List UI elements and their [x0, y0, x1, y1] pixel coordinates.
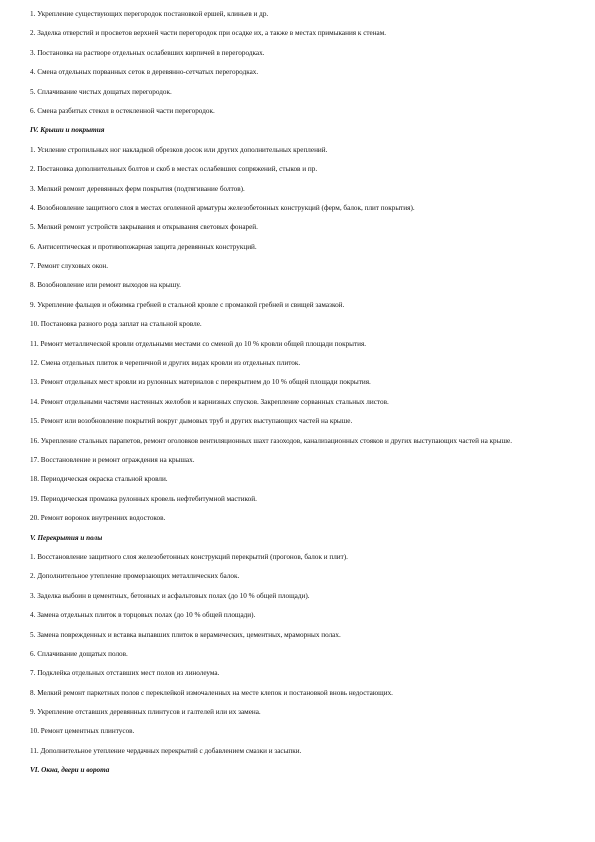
list-item: 5. Замена поврежденных и вставка выпавших плиток в керамических, цементных, мраморных полах. [30, 630, 341, 639]
section-heading: V. Перекрытия и полы [30, 533, 103, 542]
section-heading: IV. Крыши и покрытия [30, 126, 105, 135]
list-item: 9. Укрепление отставших деревянных плинтусов и галтелей или их замена. [30, 708, 261, 717]
list-item: 10. Ремонт цементных плинтусов. [30, 727, 135, 736]
list-item: 16. Укрепление стальных парапетов, ремонт оголовков вентиляционных шахт газоходов, канализационных стояков и других выступающих частей на крыше. [30, 436, 512, 445]
list-item: 6. Сплачивание дощатых полов. [30, 649, 128, 658]
list-item: 8. Возобновление или ремонт выходов на крышу. [30, 281, 181, 290]
list-item: 3. Заделка выбоин в цементных, бетонных и асфальтовых полах (до 10 % общей площади). [30, 591, 310, 600]
list-item: 1. Усиление стропильных ног накладкой обрезков досок или других дополнительных креплений. [30, 145, 328, 154]
list-item: 5. Сплачивание чистых дощатых перегородок. [30, 87, 172, 96]
list-item: 3. Мелкий ремонт деревянных ферм покрытия (подтягивание болтов). [30, 184, 245, 193]
list-item: 12. Смена отдельных плиток в черепичной и других видах кровли из отдельных плиток. [30, 359, 301, 368]
list-item: 14. Ремонт отдельными частями настенных желобов и карнизных спусков. Закрепление сорванных стальных листов. [30, 397, 389, 406]
list-item: 6. Антисептическая и противопожарная защита деревянных конструкций. [30, 242, 257, 251]
list-item: 20. Ремонт воронок внутренних водостоков. [30, 514, 166, 523]
list-item: 6. Смена разбитых стекол в остекленной части перегородок. [30, 106, 215, 115]
list-item: 2. Постановка дополнительных болтов и скоб в местах ослабевших сопряжений, стыков и пр. [30, 165, 318, 174]
list-item: 2. Дополнительное утепление промерзающих металлических балок. [30, 572, 240, 581]
list-item: 3. Постановка на растворе отдельных ослабевших кирпичей в перегородках. [30, 48, 265, 57]
document-body [30, 10, 570, 786]
list-item: 4. Замена отдельных плиток в торцовых полах (до 10 % общей площади). [30, 611, 256, 620]
list-item: 17. Восстановление и ремонт ограждения на крышах. [30, 455, 195, 464]
list-item: 5. Мелкий ремонт устройств закрывания и открывания световых фонарей. [30, 223, 258, 232]
list-item: 18. Периодическая окраска стальной кровли. [30, 475, 168, 484]
list-item: 11. Ремонт металлической кровли отдельными местами со сменой до 10 % кровли общей площади покрытия. [30, 339, 367, 348]
list-item: 11. Дополнительное утепление чердачных перекрытий с добавлением смазки и засыпки. [30, 746, 302, 755]
list-item: 1. Восстановление защитного слоя железобетонных конструкций перекрытий (прогонов, балок и плит). [30, 552, 348, 561]
list-item: 13. Ремонт отдельных мест кровли из рулонных материалов с перекрытием до 10 % общей площади покрытия. [30, 378, 371, 387]
list-item: 9. Укрепление фальцев и обжимка гребней в стальной кровле с промазкой гребней и свищей замазкой. [30, 300, 345, 309]
list-item: 2. Заделка отверстий и просветов верхней части перегородок при осадке их, а также в местах примыкания к стенам. [30, 29, 387, 38]
list-item: 8. Мелкий ремонт паркетных полов с переклейкой измочаленных на месте клепок и постановкой вновь недостающих. [30, 688, 393, 697]
list-item: 10. Постановка разного рода заплат на стальной кровле. [30, 320, 202, 329]
section-heading: VI. Окна, двери и ворота [30, 766, 110, 775]
list-item: 7. Ремонт слуховых окон. [30, 262, 109, 271]
list-item: 15. Ремонт или возобновление покрытий вокруг дымовых труб и других выступающих частей на крыше. [30, 417, 353, 426]
list-item: 4. Смена отдельных порванных сеток в деревянно-сетчатых перегородках. [30, 68, 259, 77]
list-item: 19. Периодическая промазка рулонных кровель нефтебитумной мастикой. [30, 494, 257, 503]
list-item: 4. Возобновление защитного слоя в местах оголенной арматуры железобетонных конструкций (ферм, балок, плит покрытия). [30, 203, 415, 212]
list-item: 7. Подклейка отдельных отставших мест полов из линолеума. [30, 669, 220, 678]
list-item: 1. Укрепление существующих перегородок постановкой ершей, клиньев и др. [30, 10, 269, 18]
